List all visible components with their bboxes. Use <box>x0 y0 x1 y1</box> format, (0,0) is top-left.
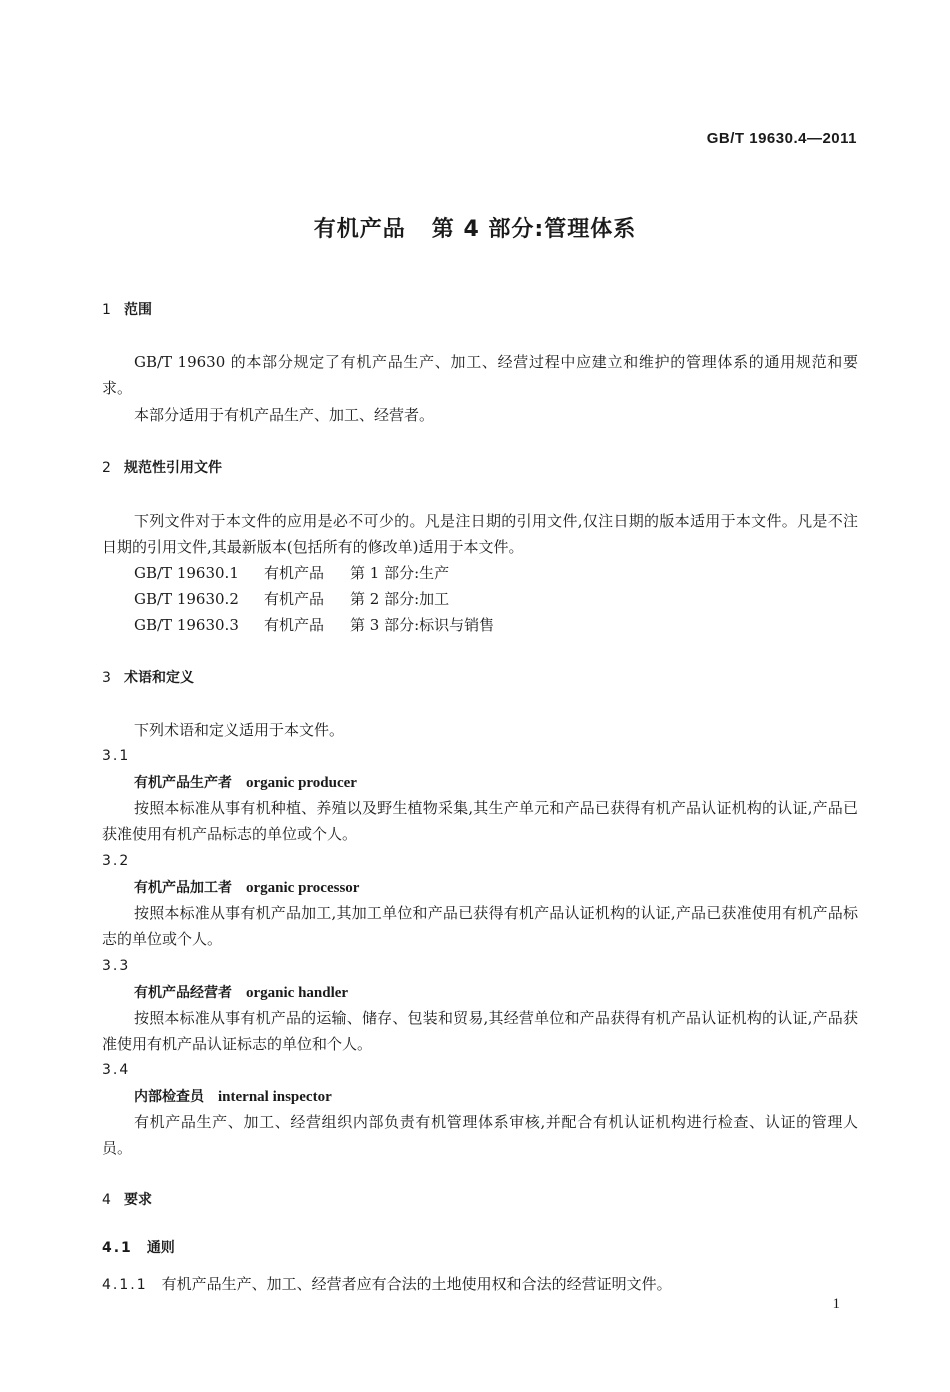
section-1-paragraph-1: GB/T 19630 的本部分规定了有机产品生产、加工、经营过程中应建立和维护的管理体系的通用规范和要求。 <box>102 353 858 397</box>
subsection-4-1-heading: 4.1 通则 <box>102 1240 175 1256</box>
section-3-paragraph-1: 下列术语和定义适用于本文件。 <box>134 721 345 739</box>
standard-code: GB/T 19630.4—2011 <box>706 130 857 147</box>
section-2-heading: 2 规范性引用文件 <box>102 460 222 476</box>
section-3-heading: 3 术语和定义 <box>102 670 194 686</box>
term-title: 内部检查员 internal inspector <box>134 1089 332 1105</box>
term-number: 3.2 <box>102 853 131 869</box>
term-title: 有机产品生产者 organic producer <box>134 775 357 791</box>
term-number: 3.1 <box>102 748 131 764</box>
term-definition: 按照本标准从事有机产品的运输、储存、包装和贸易,其经营单位和产品获得有机产品认证机构的认证,产品获准使用有机产品认证标志的单位和个人。 <box>102 1009 858 1053</box>
section-1-heading: 1 范围 <box>102 302 152 318</box>
term-definition: 有机产品生产、加工、经营组织内部负责有机管理体系审核,并配合有机认证机构进行检查、认证的管理人员。 <box>102 1113 858 1157</box>
section-1-paragraph-2: 本部分适用于有机产品生产、加工、经营者。 <box>134 406 435 424</box>
term-title: 有机产品加工者 organic processor <box>134 880 360 896</box>
title-main: 有机产品 <box>313 217 406 242</box>
term-number: 3.4 <box>102 1062 131 1078</box>
reference-item: GB/T 19630.3 有机产品 第 3 部分:标识与销售 <box>134 616 495 634</box>
term-definition: 按照本标准从事有机种植、养殖以及野生植物采集,其生产单元和产品已获得有机产品认证机构的认证,产品已获准使用有机产品标志的单位或个人。 <box>102 799 858 843</box>
term-number: 3.3 <box>102 958 131 974</box>
title-part: 第 4 部分:管理体系 <box>431 217 637 242</box>
document-title <box>0 212 950 243</box>
section-2-paragraph-1: 下列文件对于本文件的应用是必不可少的。凡是注日期的引用文件,仅注日期的版本适用于本文件。凡是不注日期的引用文件,其最新版本(包括所有的修改单)适用于本文件。 <box>102 512 858 556</box>
section-4-heading: 4 要求 <box>102 1192 152 1208</box>
reference-item: GB/T 19630.1 有机产品 第 1 部分:生产 <box>134 564 450 582</box>
term-definition: 按照本标准从事有机产品加工,其加工单位和产品已获得有机产品认证机构的认证,产品已获准使用有机产品标志的单位或个人。 <box>102 904 858 948</box>
page-number: 1 <box>832 1296 840 1312</box>
clause-4-1-1: 4.1.1 有机产品生产、加工、经营者应有合法的土地使用权和合法的经营证明文件。 <box>102 1275 672 1293</box>
reference-item: GB/T 19630.2 有机产品 第 2 部分:加工 <box>134 590 450 608</box>
term-title: 有机产品经营者 organic handler <box>134 985 349 1001</box>
